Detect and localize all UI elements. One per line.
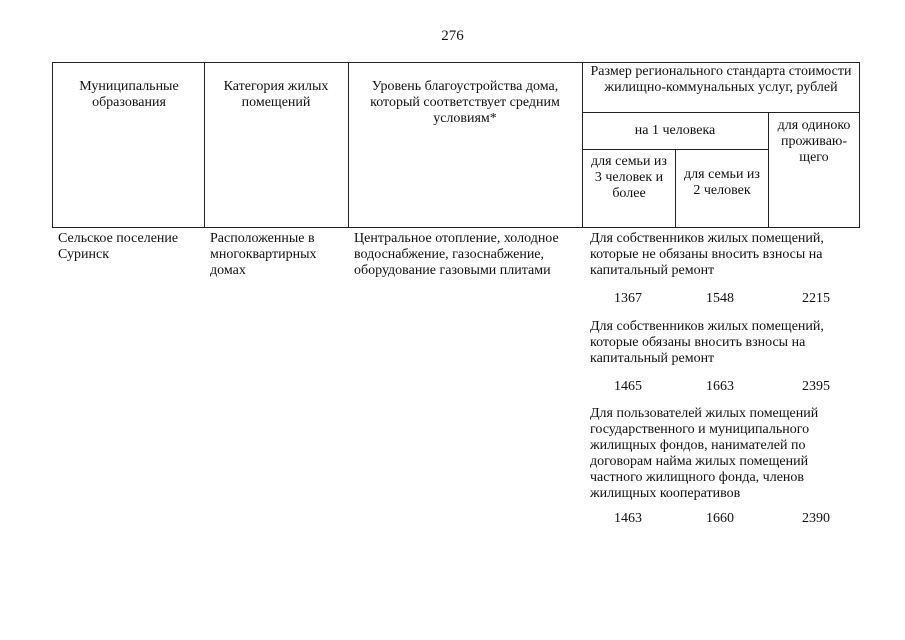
row-category: Расположенные в многоквартирных домах [210, 231, 317, 278]
value-family3: 1465 [614, 379, 642, 394]
value-family3: 1367 [614, 291, 642, 306]
table-right-border [859, 62, 860, 228]
group-label: Для собственников жилых помещений, которые не обязаны вносить взносы на капитальный ремонт [590, 231, 824, 278]
page-number: 276 [441, 28, 464, 44]
header-family2: для семьи из 2 человек [684, 167, 760, 198]
header-family3: для семьи из 3 человек и более [591, 154, 667, 201]
header-municipality: Муниципальные образования [79, 79, 179, 110]
value-single: 2395 [802, 379, 830, 394]
header-level: Уровень благоустройства дома, который соответствует средним условиям* [370, 79, 560, 126]
col-divider-2 [348, 62, 349, 228]
table-header [52, 62, 860, 228]
col-divider-5 [768, 112, 769, 228]
value-family2: 1660 [706, 511, 734, 526]
header-standard: Размер регионального стандарта стоимости жилищно-коммунальных услуг, рублей [590, 64, 852, 95]
header-single: для одиноко проживаю-щего [777, 118, 851, 165]
table-left-border [52, 62, 53, 228]
header-per-person: на 1 человека [634, 123, 716, 138]
value-family2: 1548 [706, 291, 734, 306]
group-label: Для собственников жилых помещений, которые обязаны вносить взносы на капитальный ремонт [590, 319, 824, 366]
col-divider-4 [675, 149, 676, 228]
value-single: 2215 [802, 291, 830, 306]
table-top-border [52, 62, 860, 63]
value-family2: 1663 [706, 379, 734, 394]
table-header-bottom-border [52, 227, 860, 228]
row-municipality: Сельское поселение Суринск [58, 231, 179, 262]
group-label: Для пользователей жилых помещений государственного и муниципального жилищных фондов, нанимателей по договорам найма жилых помещений частного жилищного фонда, членов жилищных кооперативов [590, 406, 819, 501]
value-single: 2390 [802, 511, 830, 526]
col-divider-1 [204, 62, 205, 228]
value-family3: 1463 [614, 511, 642, 526]
standard-subheader-divider [582, 112, 860, 113]
col-divider-3 [582, 62, 583, 228]
row-level: Центральное отопление, холодное водоснабжение, газоснабжение, оборудование газовыми плитами [354, 231, 559, 278]
header-category: Категория жилых помещений [223, 79, 329, 110]
